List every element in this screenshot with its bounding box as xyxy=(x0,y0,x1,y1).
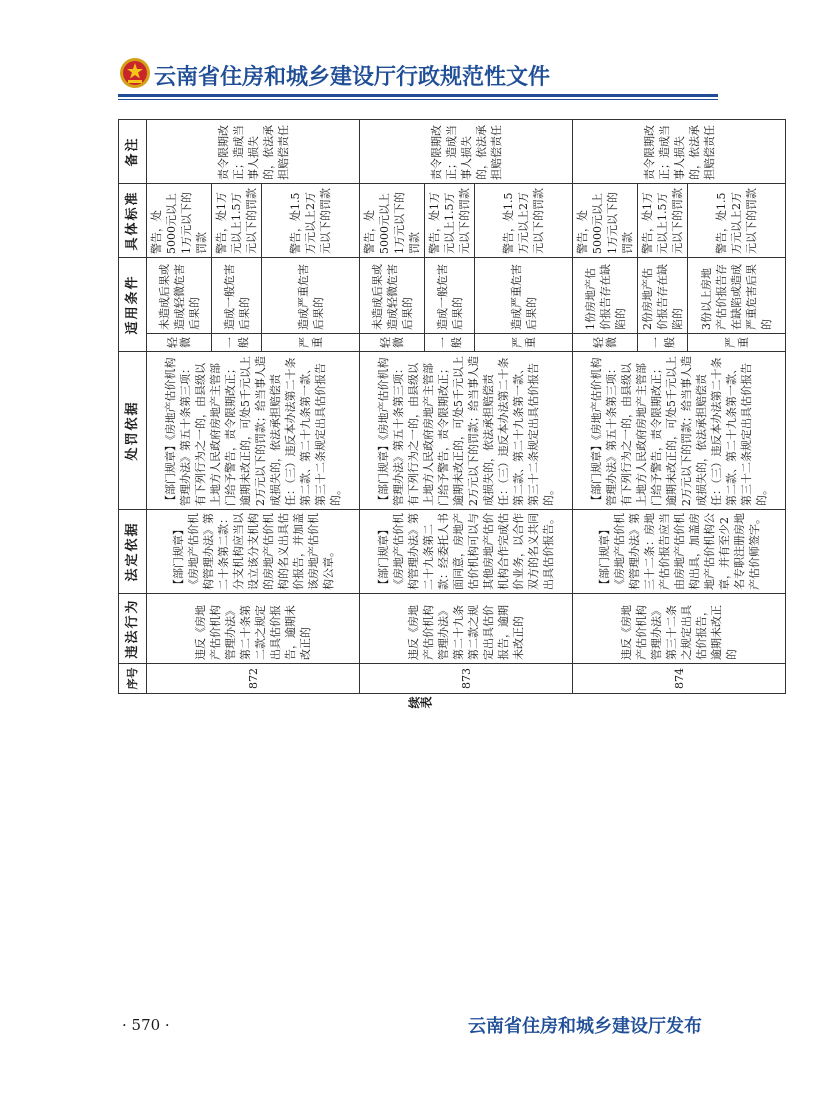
col-header-basis: 法定依据 xyxy=(119,510,147,594)
col-header-condition: 适用条件 xyxy=(119,257,147,351)
penalty-basis: 【部门规章】《房地产估价机构管理办法》第五十条第三项：有下列行为之一的，由县级以上地方人民政府房地产主管部门给予警告，责令限期改正；逾期未改正的，可处5千元以上2万元以下的罚款；给当事人造成损失的，依法承担赔偿责任：（三）违反本办法第二十条第二款、第二十九条第一款、第三十二条规定出具估价报告的。 xyxy=(360,352,573,510)
table-row xyxy=(573,119,638,693)
document-header xyxy=(118,54,718,94)
penalty-standard: 警告，处1.5万元以上2万元以下的罚款 xyxy=(475,183,573,257)
applicable-condition: 造成一般危害后果的 xyxy=(212,257,262,333)
penalty-standard: 警告，处5000元以上1万元以下的罚款 xyxy=(360,183,425,257)
row-number: 874 xyxy=(573,664,786,694)
header-rule xyxy=(118,94,718,97)
header-rule-thin xyxy=(118,99,718,100)
violation-act: 违反《房地产估价机构管理办法》第二十条第二款之规定出具估价报告，逾期未改正的 xyxy=(147,594,360,664)
applicable-condition: 3份以上房地产估价报告存在缺陷或造成严重危害后果的 xyxy=(688,257,786,333)
severity-level: 轻微 xyxy=(360,334,425,352)
col-header-penalty: 处罚依据 xyxy=(119,352,147,510)
applicable-condition: 造成严重危害后果的 xyxy=(475,257,573,333)
remark: 责令限期改正；造成当事人损失的，依法承担赔偿责任 xyxy=(147,119,360,183)
row-number: 873 xyxy=(360,664,573,694)
penalty-standard: 警告，处1万元以上1.5万元以下的罚款 xyxy=(638,183,688,257)
col-header-standard: 具体标准 xyxy=(119,183,147,257)
penalty-basis: 【部门规章】《房地产估价机构管理办法》第五十条第三项：有下列行为之一的，由县级以上地方人民政府房地产主管部门给予警告，责令限期改正；逾期未改正的，可处5千元以上2万元以下的罚款；给当事人造成损失的，依法承担赔偿责任：（三）违反本办法第二十条第二款、第二十九条第一款、第三十二条规定出具估价报告的。 xyxy=(147,352,360,510)
col-header-seq: 序号 xyxy=(119,664,147,694)
penalty-standard: 警告，处1万元以上1.5万元以下的罚款 xyxy=(212,183,262,257)
publisher-label: 云南省住房和城乡建设厅发布 xyxy=(468,1016,702,1037)
legal-basis: 【部门规章】《房地产估价机构管理办法》第三十二条：房地产估价报告应当由房地产估价机构出具，加盖房地产估价机构公章，并有至少2名专职注册房地产估价师签字。 xyxy=(573,510,786,594)
remark: 责令限期改正；造成当事人损失的，依法承担赔偿责任 xyxy=(573,119,786,183)
severity-level: 轻微 xyxy=(147,334,212,352)
applicable-condition: 造成一般危害后果的 xyxy=(425,257,475,333)
violation-act: 违反《房地产估价机构管理办法》第三十二条之规定出具估价报告，逾期未改正的 xyxy=(573,594,786,664)
page-number: · 570 · xyxy=(122,1016,170,1034)
penalty-standard: 警告，处5000元以上1万元以下的罚款 xyxy=(147,183,212,257)
applicable-condition: 2份房地产估价报告存在缺陷的 xyxy=(638,257,688,333)
applicable-condition: 造成严重危害后果的 xyxy=(262,257,360,333)
applicable-condition: 未造成后果或造成轻微危害后果的 xyxy=(360,257,425,333)
applicable-condition: 1份房地产估价报告存在缺陷的 xyxy=(573,257,638,333)
penalty-basis: 【部门规章】《房地产估价机构管理办法》第五十条第三项：有下列行为之一的，由县级以上地方人民政府房地产主管部门给予警告，责令限期改正；逾期未改正的，可处5千元以上2万元以下的罚款；给当事人造成损失的，依法承担赔偿责任：（三）违反本办法第二十条第二款、第二十九条第一款、第三十二条规定出具估价报告的。 xyxy=(573,352,786,510)
document-series-title: 云南省住房和城乡建设厅行政规范性文件 xyxy=(154,65,551,90)
penalty-standard: 警告，处1.5万元以上2万元以下的罚款 xyxy=(688,183,786,257)
severity-level: 一般 xyxy=(212,334,262,352)
col-header-act: 违法行为 xyxy=(119,594,147,664)
severity-level: 轻微 xyxy=(573,334,638,352)
severity-level: 严重 xyxy=(688,334,786,352)
penalty-standard: 警告，处1.5万元以上2万元以下的罚款 xyxy=(262,183,360,257)
col-header-note: 备注 xyxy=(119,119,147,183)
national-emblem-icon xyxy=(118,56,152,90)
legal-basis: 【部门规章】《房地产估价机构管理办法》第二十条第二款：分支机构应当以设立该分支机构的房地产估价机构的名义出具估价报告，并加盖该房地产估价机构公章。 xyxy=(147,510,360,594)
legal-basis: 【部门规章】《房地产估价机构管理办法》第二十九条第二款：经委托人书面同意，房地产估价机构可以与其他房地产估价机构合作完成估价业务，以合作双方的名义共同出具估价报告。 xyxy=(360,510,573,594)
penalty-standard: 警告，处5000元以上1万元以下的罚款 xyxy=(573,183,638,257)
penalty-standard: 警告，处1万元以上1.5万元以下的罚款 xyxy=(425,183,475,257)
table-row xyxy=(360,119,425,693)
table-continued-label: 续表 xyxy=(408,696,432,710)
applicable-condition: 未造成后果或造成轻微危害后果的 xyxy=(147,257,212,333)
table-row xyxy=(147,119,212,693)
severity-level: 严重 xyxy=(475,334,573,352)
severity-level: 一般 xyxy=(425,334,475,352)
severity-level: 一般 xyxy=(638,334,688,352)
severity-level: 严重 xyxy=(262,334,360,352)
row-number: 872 xyxy=(147,664,360,694)
violation-act: 违反《房地产估价机构管理办法》第二十九条第二款之规定出具估价报告，逾期未改正的 xyxy=(360,594,573,664)
remark: 责令限期改正；造成当事人损失的，依法承担赔偿责任 xyxy=(360,119,573,183)
penalty-standard-table xyxy=(118,119,786,694)
penalty-table-container xyxy=(118,120,773,720)
